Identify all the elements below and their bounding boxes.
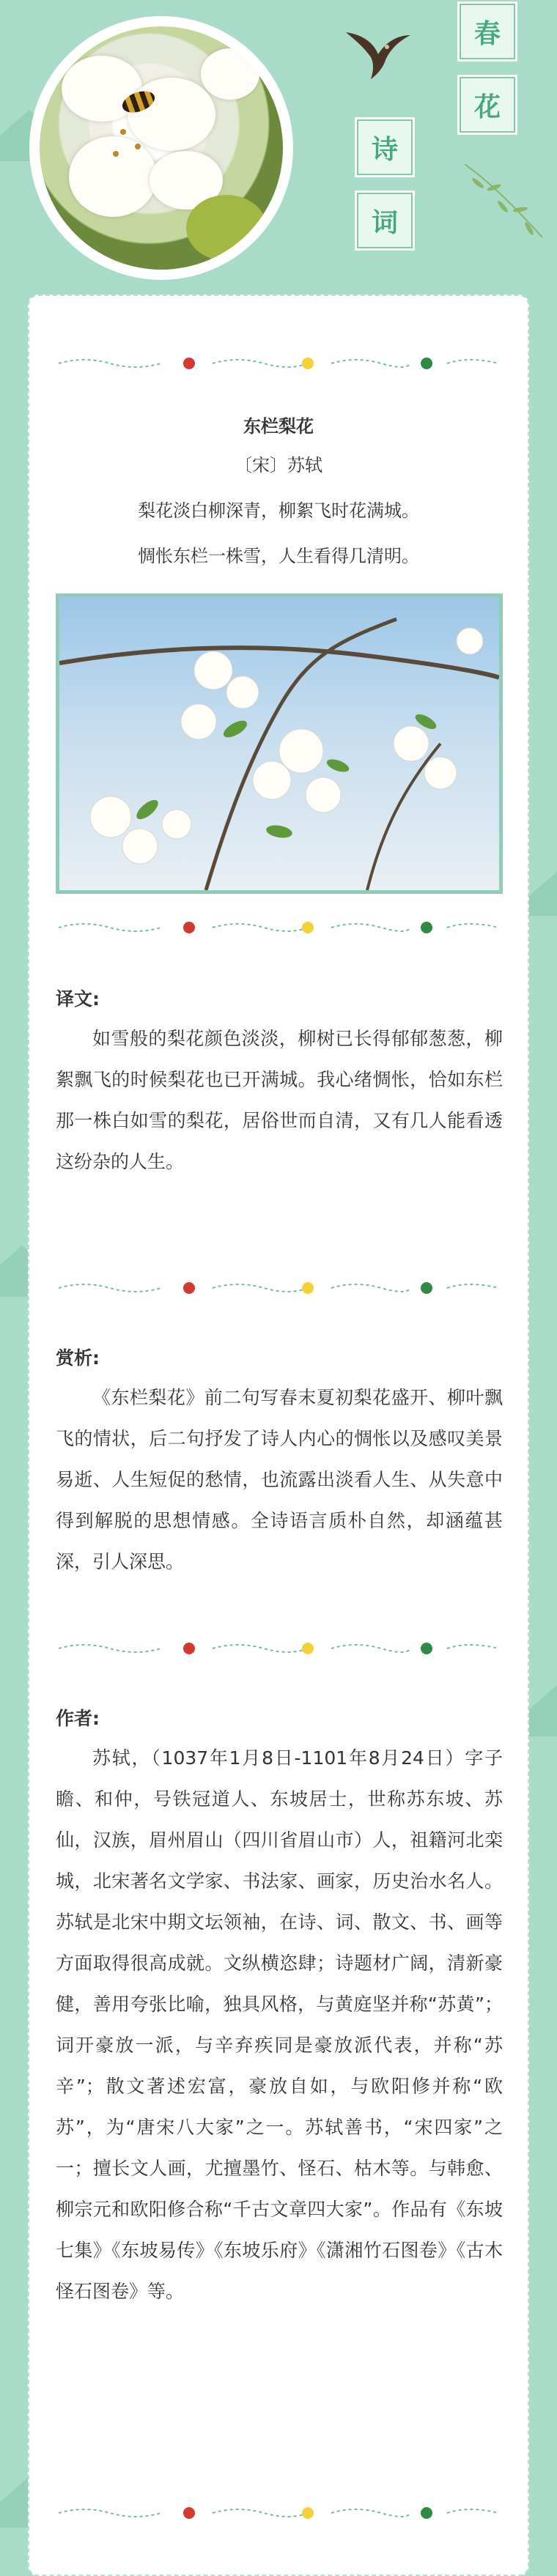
translation-heading: 译文: <box>56 988 100 1010</box>
pear-blossom-bee-image <box>40 26 283 270</box>
header-circle-photo <box>29 16 293 280</box>
author-bio-text: 苏轼，（1037年1月8日-1101年8月24日）字子瞻、和仲，号铁冠道人、东坡居士，世称苏东坡、苏仙，汉族，眉州眉山（四川省眉山市）人，祖籍河北栾城，北宋著名文学家、书法家、画家，历史治水名人。苏轼是北宋中期文坛领袖，在诗、词、散文、书、画等方面取得很高成就。文纵横恣肆；诗题材广阔，清新豪健，善用夸张比喻，独具风格，与黄庭坚并称“苏黄”；词开豪放一派，与辛弃疾同是豪放派代表，并称“苏辛”；散文著述宏富，豪放自如，与欧阳修并称“欧苏”，为“唐宋八大家”之一。苏轼善书，“宋四家”之一；擅长文人画，尤擅墨竹、怪石、枯木等。与韩愈、柳宗元和欧阳修合称“千古文章四大家”。作品有《东坡七集》《东坡易传》《东坡乐府》《潇湘竹石图卷》《古木怪石图卷》等。 <box>56 1747 503 2302</box>
poem-title: 东栏梨花 <box>243 416 314 437</box>
divider-ornament <box>59 2503 498 2520</box>
divider-ornament <box>59 917 498 935</box>
author-heading: 作者: <box>56 1708 100 1729</box>
title-char-chun: 春 <box>457 1 517 62</box>
divider-ornament <box>59 353 498 371</box>
divider-ornament <box>59 1638 498 1656</box>
willow-sprig-icon <box>462 161 550 242</box>
pear-blossom-photo <box>56 593 503 894</box>
title-char-hua: 花 <box>457 75 517 135</box>
content-card <box>28 295 529 2576</box>
swallow-icon <box>344 25 412 81</box>
translation-text: 如雪般的梨花颜色淡淡，柳树已长得郁郁葱葱，柳絮飘飞的时候梨花也已开满城。我心绪惆怅，恰如东栏那一株白如雪的梨花，居俗世而自清，又有几人能看透这纷杂的人生。 <box>56 1028 503 1172</box>
poem-line: 梨花淡白柳深青，柳絮飞时花满城。 <box>138 500 419 521</box>
divider-ornament <box>59 1278 498 1295</box>
appreciation-heading: 赏析: <box>56 1347 100 1369</box>
appreciation-text: 《东栏梨花》前二句写春末夏初梨花盛开、柳叶飘飞的情状，后二句抒发了诗人内心的惆怅以及感叹美景易逝、人生短促的愁情，也流露出淡看人生、从失意中得到解脱的思想情感。全诗语言质朴自然，却涵蕴甚深，引人深思。 <box>56 1387 503 1572</box>
poem-line: 惆怅东栏一株雪，人生看得几清明。 <box>138 546 419 566</box>
title-char-shi: 诗 <box>355 117 415 177</box>
title-char-ci: 词 <box>355 190 415 251</box>
poem-author: 〔宋〕苏轼 <box>235 455 322 475</box>
